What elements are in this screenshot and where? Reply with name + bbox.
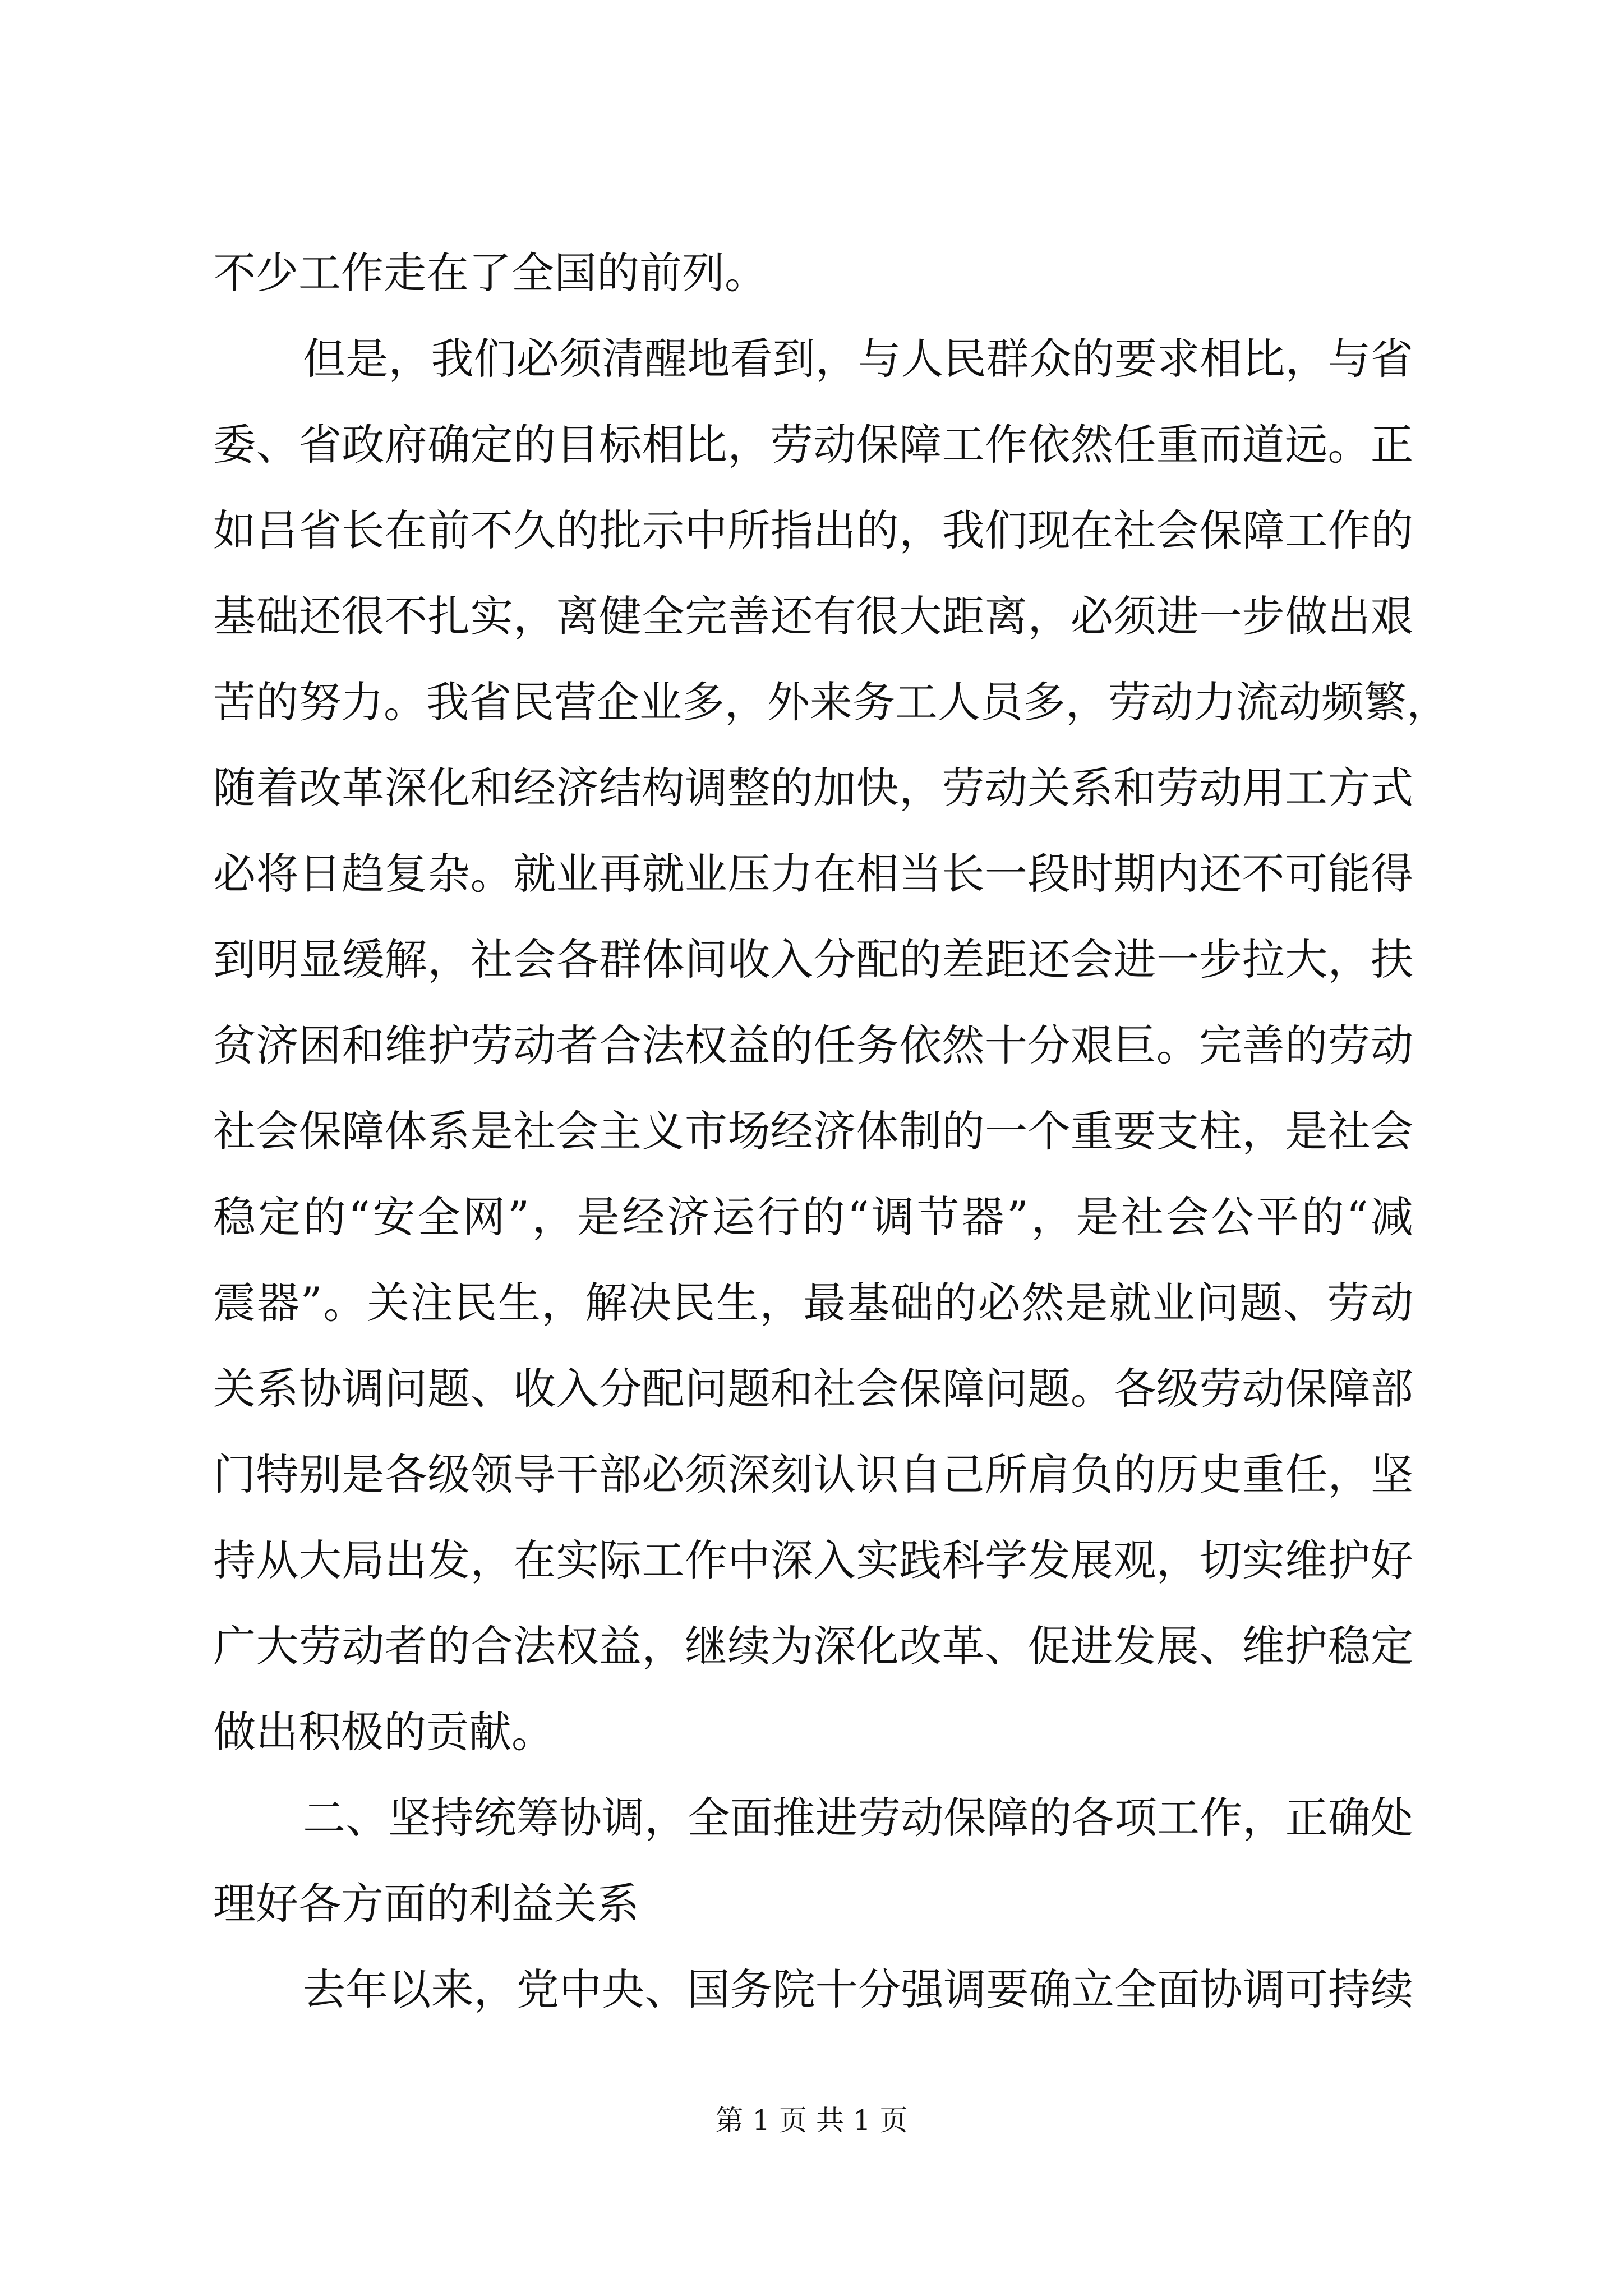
paragraph-line: 关系协调问题、收入分配问题和社会保障问题。各级劳动保障部 xyxy=(213,1364,1413,1414)
paragraph-line: 做出积极的贡献。 xyxy=(213,1707,554,1757)
document-body xyxy=(213,230,1449,2032)
paragraph-line: 但是，我们必须清醒地看到，与人民群众的要求相比，与省 xyxy=(303,334,1413,384)
paragraph-line: 稳定的“安全网”，是经济运行的“调节器”，是社会公平的“减 xyxy=(213,1192,1413,1242)
paragraph-line: 贫济困和维护劳动者合法权益的任务依然十分艰巨。完善的劳动 xyxy=(213,1020,1413,1070)
paragraph-line: 持从大局出发，在实际工作中深入实践科学发展观，切实维护好 xyxy=(213,1535,1413,1585)
paragraph-line: 社会保障体系是社会主义市场经济体制的一个重要支柱，是社会 xyxy=(213,1106,1413,1156)
paragraph-line: 去年以来，党中央、国务院十分强调要确立全面协调可持续 xyxy=(303,1964,1413,2014)
section-heading-line: 理好各方面的利益关系 xyxy=(213,1879,639,1929)
paragraph-line: 如吕省长在前不久的批示中所指出的，我们现在社会保障工作的 xyxy=(213,505,1413,555)
paragraph-line: 广大劳动者的合法权益，继续为深化改革、促进发展、维护稳定 xyxy=(213,1621,1413,1671)
paragraph-line: 不少工作走在了全国的前列。 xyxy=(213,248,767,298)
paragraph-line: 委、省政府确定的目标相比，劳动保障工作依然任重而道远。正 xyxy=(213,420,1413,470)
page-number-footer: 第 1 页 共 1 页 xyxy=(715,2104,908,2137)
paragraph-line: 必将日趋复杂。就业再就业压力在相当长一段时期内还不可能得 xyxy=(213,849,1413,899)
paragraph-line: 震器”。关注民生，解决民生，最基础的必然是就业问题、劳动 xyxy=(213,1278,1413,1328)
paragraph-line: 随着改革深化和经济结构调整的加快，劳动关系和劳动用工方式 xyxy=(213,763,1413,813)
paragraph-line: 门特别是各级领导干部必须深刻认识自己所肩负的历史重任，坚 xyxy=(213,1450,1413,1499)
paragraph-line: 苦的努力。我省民营企业多，外来务工人员多，劳动力流动频繁， xyxy=(213,677,1449,727)
paragraph-line: 基础还很不扎实，离健全完善还有很大距离，必须进一步做出艰 xyxy=(213,591,1413,641)
paragraph-line: 到明显缓解，社会各群体间收入分配的差距还会进一步拉大，扶 xyxy=(213,935,1413,984)
section-heading-line: 二、坚持统筹协调，全面推进劳动保障的各项工作，正确处 xyxy=(303,1793,1413,1843)
